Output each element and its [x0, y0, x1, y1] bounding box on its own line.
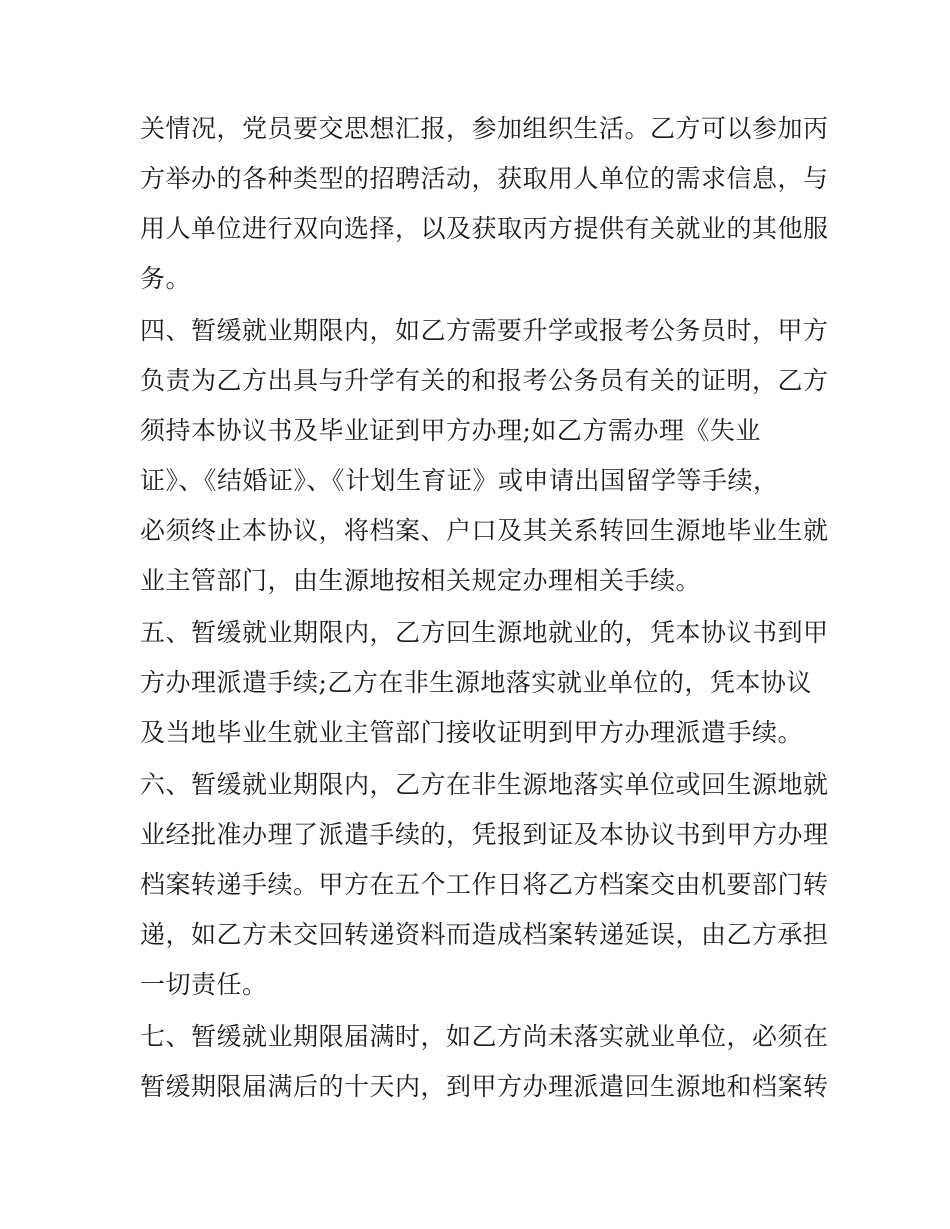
text-line: 七、暂缓就业期限届满时，如乙方尚未落实就业单位，必须在 [140, 1022, 829, 1051]
text-line: 暂缓期限届满后的十天内，到甲方办理派遣回生源地和档案转 [140, 1072, 829, 1101]
text-line: 四、暂缓就业期限内，如乙方需要升学或报考公务员时，甲方 [140, 316, 829, 345]
text-line: 及当地毕业生就业主管部门接收证明到甲方办理派遣手续。 [140, 718, 804, 747]
text-line: 关情况，党员要交思想汇报，参加组织生活。乙方可以参加丙 [140, 114, 829, 143]
text-line: 方举办的各种类型的招聘活动，获取用人单位的需求信息，与 [140, 164, 829, 193]
text-line: 一切责任。 [140, 970, 268, 999]
text-line: 必须终止本协议，将档案、户口及其关系转回生源地毕业生就 [140, 516, 829, 545]
text-line: 证》、《结婚证》、《计划生育证》或申请出国留学等手续， [140, 466, 779, 495]
text-line: 方办理派遣手续;乙方在非生源地落实就业单位的，凭本协议 [140, 668, 812, 697]
text-line: 六、暂缓就业期限内，乙方在非生源地落实单位或回生源地就 [140, 770, 829, 799]
text-line: 务。 [140, 264, 192, 293]
text-line: 业经批准办理了派遣手续的，凭报到证及本协议书到甲方办理 [140, 820, 829, 849]
text-line: 须持本协议书及毕业证到甲方办理;如乙方需办理《失业 [140, 416, 761, 445]
text-line: 档案转递手续。甲方在五个工作日将乙方档案交由机要部门转 [140, 870, 829, 899]
text-line: 五、暂缓就业期限内，乙方回生源地就业的，凭本协议书到甲 [140, 618, 829, 647]
text-line: 用人单位进行双向选择，以及获取丙方提供有关就业的其他服 [140, 214, 829, 243]
text-line: 负责为乙方出具与升学有关的和报考公务员有关的证明，乙方 [140, 366, 829, 395]
text-line: 业主管部门，由生源地按相关规定办理相关手续。 [140, 566, 702, 595]
document-body [140, 104, 829, 1112]
text-line: 递，如乙方未交回转递资料而造成档案转递延误，由乙方承担 [140, 920, 829, 949]
